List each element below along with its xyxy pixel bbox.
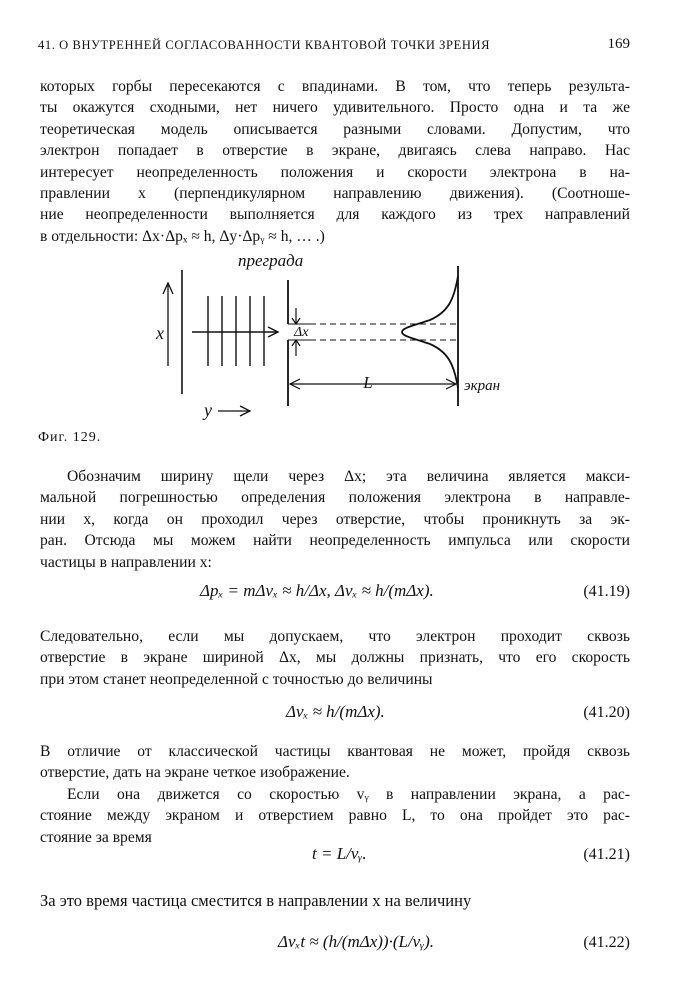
equation-number: (41.20)	[583, 704, 630, 721]
text-line: Если она движется со скоростью vᵧ в направлении экрана, а рас-	[67, 786, 630, 803]
figure-caption: Фиг. 129.	[38, 430, 102, 445]
equation-formula: Δpₓ = mΔvₓ ≈ h/Δx, Δvₓ ≈ h/(mΔx).	[200, 581, 434, 600]
text-line: теоретическая модель описывается разными словами. Допустим, что	[40, 120, 630, 138]
equation-41-20	[40, 696, 630, 736]
chapter-title: 41. О ВНУТРЕННЕЙ СОГЛАСОВАННОСТИ КВАНТОВОЙ ТОЧКИ ЗРЕНИЯ	[38, 38, 491, 52]
equation-number: (41.22)	[583, 934, 630, 951]
paragraph-2	[40, 466, 630, 573]
text-line: электрон попадает в отверстие в экране, двигаясь слева направо. Нас	[40, 142, 630, 160]
text-line: ты окажутся сходными, нет ничего удивительного. Просто одна и та же	[40, 99, 630, 117]
text-line: отверстие, дать на экране четкое изображение.	[40, 764, 350, 782]
equation-41-22	[40, 926, 630, 966]
text-line: нии x, когда он проходил через отверстие, чтобы проникнуть за эк-	[40, 510, 630, 528]
text-line: частицы в направлении x:	[40, 553, 212, 571]
intensity-curve	[402, 276, 458, 388]
distance-label: L	[363, 373, 373, 392]
running-header	[38, 38, 630, 58]
equation-formula: Δvₓt ≈ (h/(mΔx))·(L/vᵧ).	[278, 932, 435, 951]
y-axis-label: y	[204, 400, 212, 420]
slit-width-label: Δx	[294, 325, 309, 340]
text-line: Следовательно, если мы допускаем, что электрон проходит сквозь	[40, 628, 630, 645]
text-line: За это время частица сместится в направлении x на величину	[40, 891, 472, 910]
text-line: стояние за время	[40, 828, 152, 846]
text-line: ние неопределенности выполняется для каждого из трех направлений	[40, 206, 630, 224]
text-line: интересует неопределенность положения и скорости электрона в на-	[40, 163, 630, 181]
text-line: ран. Отсюда мы можем найти неопределенность импульса или скорости	[40, 532, 630, 550]
text-line: которых горбы пересекаются с впадинами. В том, что теперь результа-	[40, 78, 630, 95]
page-number: 169	[607, 36, 630, 52]
text-line: Обозначим ширину щели через Δx; эта величина является макси-	[67, 468, 630, 485]
x-axis-label: x	[156, 323, 164, 343]
equation-41-21	[40, 838, 630, 878]
text-line: правлении x (перпендикулярном направлению движения). (Соотноше-	[40, 185, 630, 203]
equation-number: (41.21)	[583, 846, 630, 863]
paragraph-4	[40, 741, 630, 784]
text-line: отверстие в экране шириной Δx, мы должны признать, что его скорость	[40, 649, 630, 667]
text-line: мальной погрешностью определения положения электрона в направле-	[40, 489, 630, 507]
equation-formula: Δvₓ ≈ h/(mΔx).	[286, 702, 385, 721]
equation-41-19	[40, 575, 630, 615]
barrier-label: преграда	[238, 251, 304, 270]
paragraph-1	[40, 76, 630, 247]
screen-label: экран	[464, 378, 501, 394]
text-line: стояние между экраном и отверстием равно L, то она пройдет это рас-	[40, 807, 630, 825]
figure-129-diagram	[150, 248, 530, 428]
equation-formula: t = L/vᵧ.	[312, 844, 367, 863]
text-line: при этом станет неопределенной с точностью до величины	[40, 670, 433, 688]
text-line: В отличие от классической частицы квантовая не может, пройдя сквозь	[40, 743, 630, 760]
text-line: в отдельности: Δx·Δpₓ ≈ h, Δy·Δpᵧ ≈ h, … .)	[40, 227, 325, 245]
equation-number: (41.19)	[583, 583, 630, 600]
paragraph-6	[40, 890, 630, 911]
paragraph-3	[40, 626, 630, 690]
